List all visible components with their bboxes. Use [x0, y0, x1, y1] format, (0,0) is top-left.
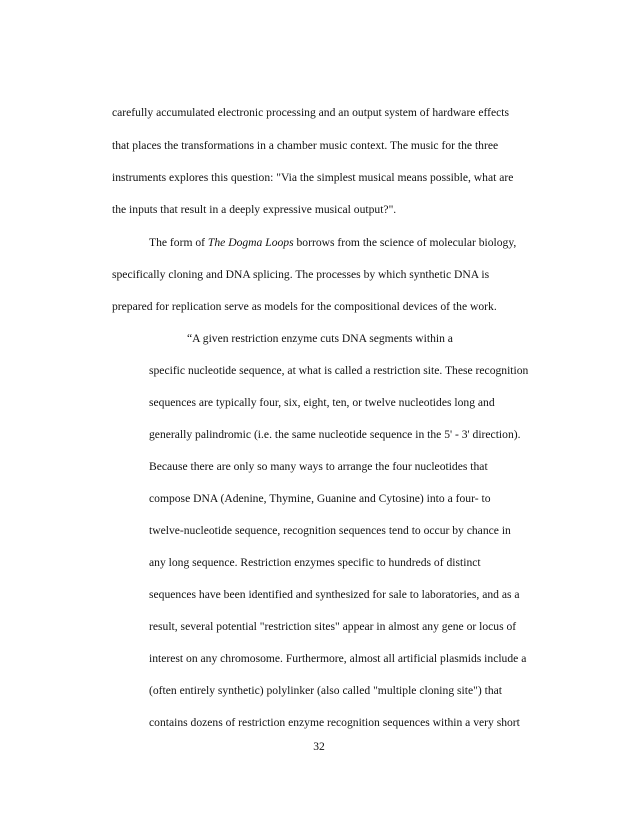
- body-text-line: specifically cloning and DNA splicing. The processes by which synthetic DNA is: [112, 268, 490, 281]
- quote-line: any long sequence. Restriction enzymes specific to hundreds of distinct: [149, 556, 481, 569]
- paragraph-text: borrows from the science of molecular biology,: [293, 236, 517, 249]
- quote-line: twelve-nucleotide sequence, recognition sequences tend to occur by chance in: [149, 524, 511, 537]
- paragraph-text: The form of: [149, 236, 208, 249]
- body-text-line: the inputs that result in a deeply expressive musical output?".: [112, 203, 397, 216]
- quote-line: interest on any chromosome. Furthermore, almost all artificial plasmids include a: [149, 652, 527, 665]
- quote-line: (often entirely synthetic) polylinker (also called "multiple cloning site") that: [149, 684, 502, 697]
- paragraph-first-line: [149, 236, 516, 250]
- quote-first-line: “A given restriction enzyme cuts DNA segments within a: [187, 332, 453, 345]
- quote-line: contains dozens of restriction enzyme recognition sequences within a very short: [149, 716, 520, 729]
- quote-line: generally palindromic (i.e. the same nucleotide sequence in the 5' - 3' direction).: [149, 428, 521, 441]
- quote-line: Because there are only so many ways to arrange the four nucleotides that: [149, 460, 488, 473]
- quote-line: compose DNA (Adenine, Thymine, Guanine and Cytosine) into a four- to: [149, 492, 491, 505]
- work-title: The Dogma Loops: [207, 236, 294, 249]
- body-text-line: prepared for replication serve as models for the compositional devices of the work.: [112, 300, 497, 313]
- page-number: 32: [313, 740, 325, 753]
- quote-line: result, several potential "restriction sites" appear in almost any gene or locus of: [149, 620, 517, 633]
- quote-line: sequences have been identified and synthesized for sale to laboratories, and as a: [149, 588, 520, 601]
- quote-line: sequences are typically four, six, eight, ten, or twelve nucleotides long and: [149, 396, 495, 409]
- body-text-line: that places the transformations in a chamber music context. The music for the three: [112, 139, 499, 152]
- body-text-line: carefully accumulated electronic processing and an output system of hardware effects: [112, 106, 510, 119]
- quote-line: specific nucleotide sequence, at what is called a restriction site. These recognition: [149, 364, 529, 377]
- body-text-line: instruments explores this question: "Via the simplest musical means possible, what are: [112, 171, 514, 184]
